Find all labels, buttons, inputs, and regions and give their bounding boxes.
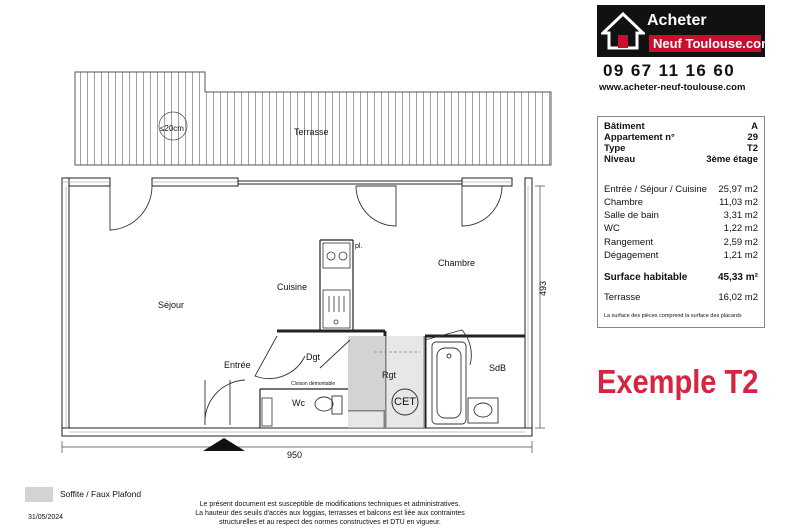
- soffite-swatch: [25, 487, 53, 502]
- website-link[interactable]: www.acheter-neuf-toulouse.com: [599, 82, 746, 93]
- placard-label: pl.: [355, 243, 363, 250]
- sejour-label: Séjour: [158, 300, 185, 310]
- entree-label: Entrée: [224, 360, 251, 370]
- cloison-label: Cloison démontable: [291, 381, 336, 387]
- footer-line: structurelles et au respect des normes constructives et DTU en vigueur.: [219, 519, 441, 526]
- footer-line: La hauteur des seuils d'accès aux loggias, terrasses et balcons est liée aux contraintes: [195, 510, 465, 517]
- chambre-label: Chambre: [438, 258, 476, 268]
- cet-label: CET: [394, 396, 416, 408]
- terrace-deck: [75, 72, 551, 165]
- footer-line: Le présent document est susceptible de modifications techniques et administratives.: [199, 501, 461, 508]
- example-label: Exemple T2: [597, 363, 759, 400]
- house-icon: [601, 11, 645, 51]
- specs-table: Bâtiment A Appartement n° 29 Type T2 Niveau 3ème étage Entrée / Séjour / Cuisine 25,97 m2 Chambre 11,03 m2 Salle de bain 3,31 m2 WC 1,22 m2 Rangement 2,59 m2 Dégagement 1,21 m2 Surface habitable 45,33 m² Terrasse 16,02 m2 La surface des pièces comprend la surface des placards: [597, 116, 765, 328]
- width-dimension: 950: [287, 450, 303, 460]
- sdb-label: SdB: [489, 363, 507, 373]
- logo-line-1: Acheter: [647, 12, 707, 29]
- brand-logo[interactable]: [597, 5, 773, 57]
- logo-line-2: Neuf Toulouse.com: [653, 36, 773, 51]
- ceiling-height-label: ≤20cm: [160, 124, 184, 133]
- rgt-label: Rgt: [382, 370, 397, 380]
- document-date: 31/05/2024: [28, 514, 64, 521]
- dgt-label: Dgt: [306, 352, 321, 362]
- terrace-label: Terrasse: [294, 127, 329, 137]
- wc-label: Wc: [292, 398, 305, 408]
- legal-footer: [150, 500, 510, 527]
- soffite-label: Soffite / Faux Plafond: [60, 489, 142, 499]
- height-dimension: 493: [538, 280, 548, 296]
- cuisine-label: Cuisine: [277, 282, 308, 292]
- entrance-arrow: [203, 438, 245, 451]
- surface-note: La surface des pièces comprend la surface des placards: [604, 313, 742, 319]
- logo-line-2-banner: [649, 35, 773, 52]
- phone-number[interactable]: 09 67 11 16 60: [603, 61, 736, 80]
